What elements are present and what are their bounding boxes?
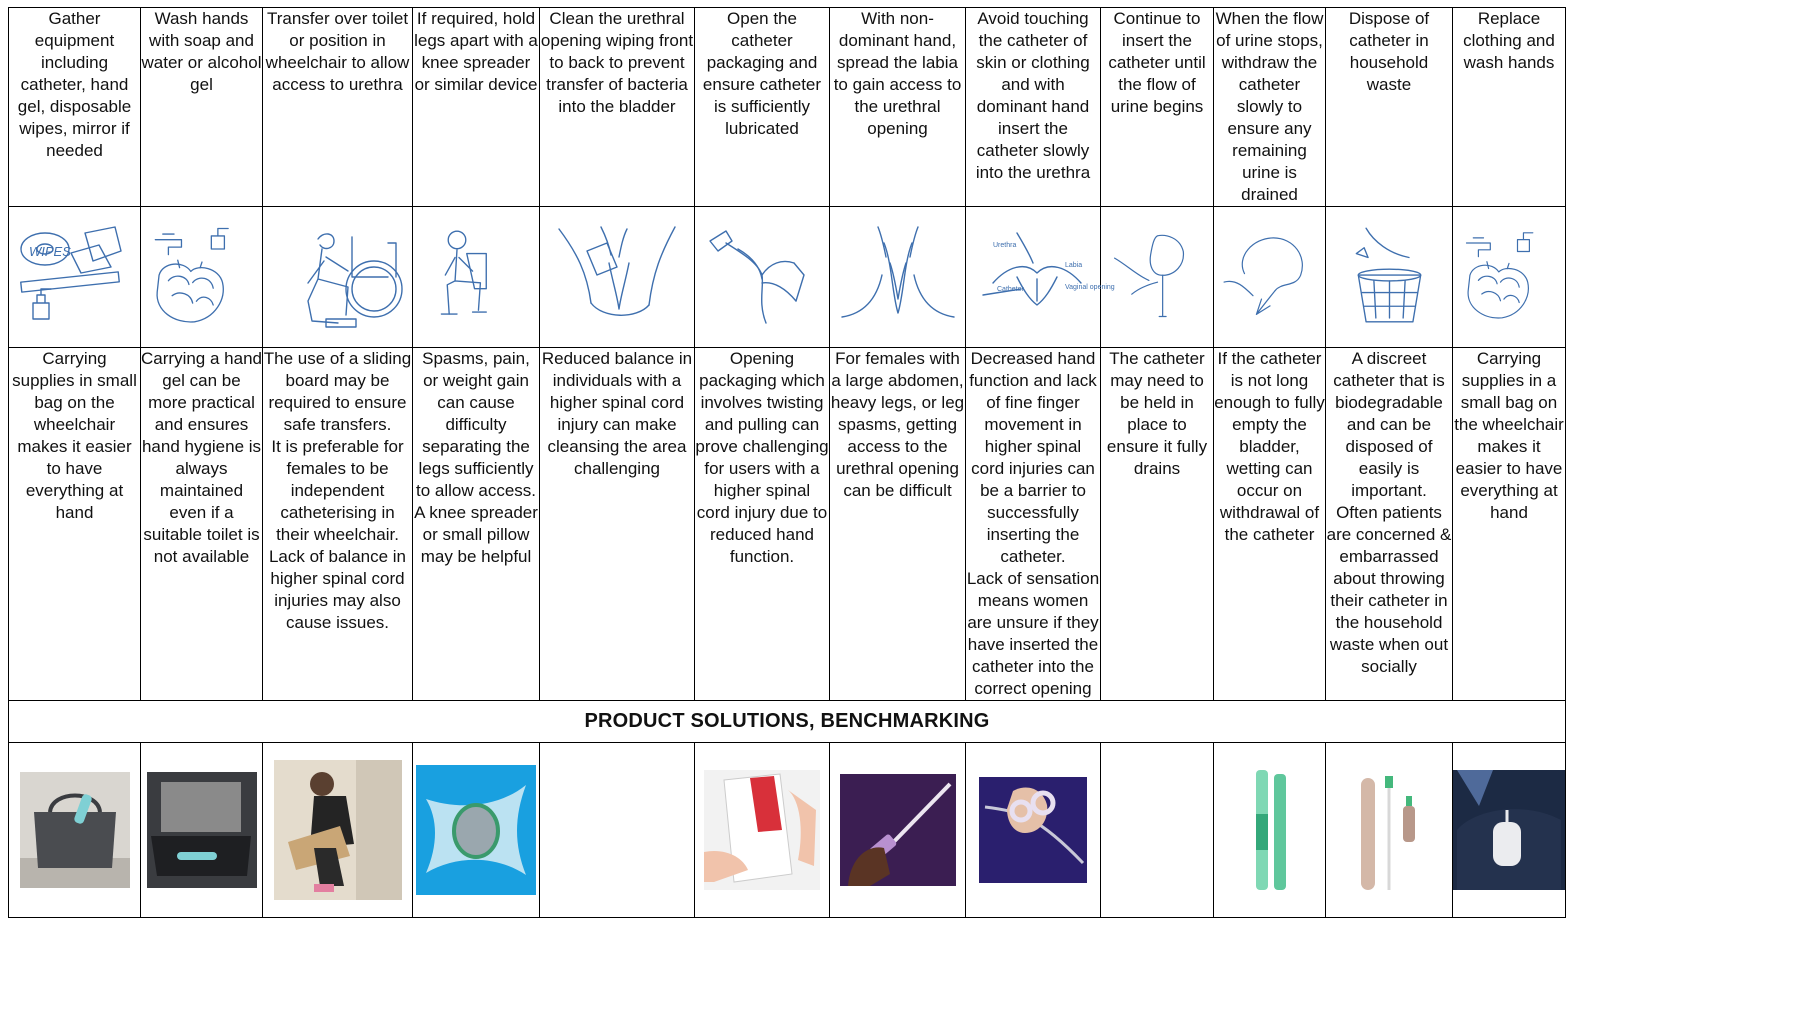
waste-basket-sketch-icon (1331, 223, 1448, 331)
step-description: If required, hold legs apart with a knee spreader or similar device (413, 8, 540, 207)
product-cell (263, 743, 413, 918)
wheelchair-bag-photo (147, 772, 257, 888)
steps-row (9, 8, 1566, 207)
product-cell (830, 743, 966, 918)
challenge-text: Carrying supplies in a small bag on the wheelchair makes it easier to have everything at hand (1454, 349, 1564, 522)
process-table (8, 7, 1566, 918)
step-description: Continue to insert the catheter until the flow of urine begins (1101, 8, 1214, 207)
challenge-description (263, 348, 413, 701)
challenge-description (141, 348, 263, 701)
packaging-photo (704, 770, 820, 890)
products-row (9, 743, 1566, 918)
catheter-packaging-sketch-icon (702, 223, 822, 331)
handbag-photo (20, 772, 130, 888)
step-description: Gather equipment including catheter, hand gel, disposable wipes, mirror if needed (9, 8, 141, 207)
banner-row (9, 701, 1566, 743)
product-cell (141, 743, 263, 918)
issues-row (9, 348, 1566, 701)
challenge-description (9, 348, 141, 701)
illustration-cell (9, 207, 141, 348)
step-description: Open the catheter packaging and ensure catheter is sufficiently lubricated (695, 8, 830, 207)
discreet-catheter-photo (1351, 766, 1427, 894)
challenge-text: Decreased hand function and lack of fine finger movement in higher spinal cord injuries can be a barrier to successfully inserting the catheter. Lack of sensation means women are unsure if they have inserted the catheter into the correct opening (966, 349, 1100, 698)
green-catheter-photo (1240, 764, 1300, 896)
catheter-insertion-sketch-icon (973, 223, 1115, 331)
anatomy-label: Labia (1065, 262, 1083, 269)
challenge-text: A discreet catheter that is biodegradable and can be disposed of easily is important. Often patients are concerned & embarrassed about throwing their catheter in the household waste when out socially (1326, 349, 1452, 676)
illustration-cell (830, 207, 966, 348)
step-description: Transfer over toilet or position in wheelchair to allow access to urethra (263, 8, 413, 207)
cleansing-sketch-icon (557, 223, 677, 331)
step-description: With non-dominant hand, spread the labia to gain access to the urethral opening (830, 8, 966, 207)
challenge-text: Spasms, pain, or weight gain can cause difficulty separating the legs sufficiently to allow access. A knee spreader or small pillow may be helpful (414, 349, 538, 566)
illustration-cell (1101, 207, 1214, 348)
anatomy-label: Urethra (993, 242, 1017, 249)
product-cell (413, 743, 540, 918)
illustration-cell (1326, 207, 1453, 348)
challenge-text: Carrying a hand gel can be more practical and ensures hand hygiene is always maintained even if a suitable toilet is not available (141, 349, 262, 566)
step-description: When the flow of urine stops, withdraw the catheter slowly to ensure any remaining urine is drained (1214, 8, 1326, 207)
urine-flow-sketch-icon (1106, 223, 1209, 331)
challenge-description (695, 348, 830, 701)
challenge-description (1453, 348, 1566, 701)
challenge-description (1214, 348, 1326, 701)
product-cell (9, 743, 141, 918)
step-description: Wash hands with soap and water or alcohol gel (141, 8, 263, 207)
handwash-sketch-icon (146, 223, 258, 331)
challenge-text: For females with a large abdomen, heavy legs, or leg spasms, getting access to the urethral opening can be difficult (830, 349, 965, 500)
banner-title: PRODUCT SOLUTIONS, BENCHMARKING (9, 701, 1566, 743)
product-cell (695, 743, 830, 918)
illustration-cell (540, 207, 695, 348)
sketch-row (9, 207, 1566, 348)
catheter-withdraw-sketch-icon (1219, 223, 1321, 331)
product-cell (966, 743, 1101, 918)
product-cell (540, 743, 695, 918)
product-cell (1326, 743, 1453, 918)
challenge-text: Reduced balance in individuals with a higher spinal cord injury can make cleansing the area challenging (541, 349, 693, 478)
illustration-cell (1453, 207, 1566, 348)
challenge-text: Opening packaging which involves twisting and pulling can prove challenging for users with a higher spinal cord injury due to reduced hand function. (695, 349, 829, 566)
anatomy-label: Vaginal opening (1065, 284, 1115, 291)
wheelchair-transfer-sketch-icon (278, 223, 398, 331)
challenge-description (830, 348, 966, 701)
product-cell (1101, 743, 1214, 918)
challenge-description (1101, 348, 1214, 701)
challenge-text: The catheter may need to be held in place to ensure it fully drains (1106, 349, 1208, 478)
sliding-board-photo (274, 760, 402, 900)
step-description: Avoid touching the catheter of skin or clothing and with dominant hand insert the catheter slowly into the urethra (966, 8, 1101, 207)
illustration-cell (141, 207, 263, 348)
product-cell (1214, 743, 1326, 918)
step-description: Dispose of catheter in household waste (1326, 8, 1453, 207)
hand-aid-photo (979, 777, 1087, 883)
illustration-cell (413, 207, 540, 348)
knee-spreader-photo (416, 765, 536, 895)
step-description: Replace clothing and wash hands (1453, 8, 1566, 207)
illustration-cell (966, 207, 1115, 348)
handwash-sketch-icon (1458, 223, 1560, 331)
step-description: Clean the urethral opening wiping front to back to prevent transfer of bacteria into the bladder (540, 8, 695, 207)
challenge-description (966, 348, 1101, 701)
wipes-label: WIPES (28, 244, 71, 259)
challenge-text: The use of a sliding board may be required to ensure safe transfers. It is preferable for females to be independent catheterising in their wheelchair. Lack of balance in higher spinal cord injuries may also cause issues. (263, 349, 412, 632)
illustration-cell (695, 207, 830, 348)
challenge-description (1326, 348, 1453, 701)
anatomy-label: Catheter (997, 286, 1024, 293)
illustration-cell (1214, 207, 1326, 348)
labia-spread-sketch-icon (838, 223, 958, 331)
challenge-text: Carrying supplies in small bag on the wheelchair makes it easier to have everything at hand (12, 349, 137, 522)
challenge-description (413, 348, 540, 701)
challenge-text: If the catheter is not long enough to fully empty the bladder, wetting can occur on withdrawal of the catheter (1214, 349, 1325, 544)
product-cell (1453, 743, 1566, 918)
seated-person-sketch-icon (418, 223, 535, 331)
supplies-sketch-icon (15, 223, 135, 331)
car-bag-photo (1453, 770, 1565, 890)
mirror-wand-photo (840, 774, 956, 886)
challenge-description (540, 348, 695, 701)
illustration-cell (263, 207, 413, 348)
